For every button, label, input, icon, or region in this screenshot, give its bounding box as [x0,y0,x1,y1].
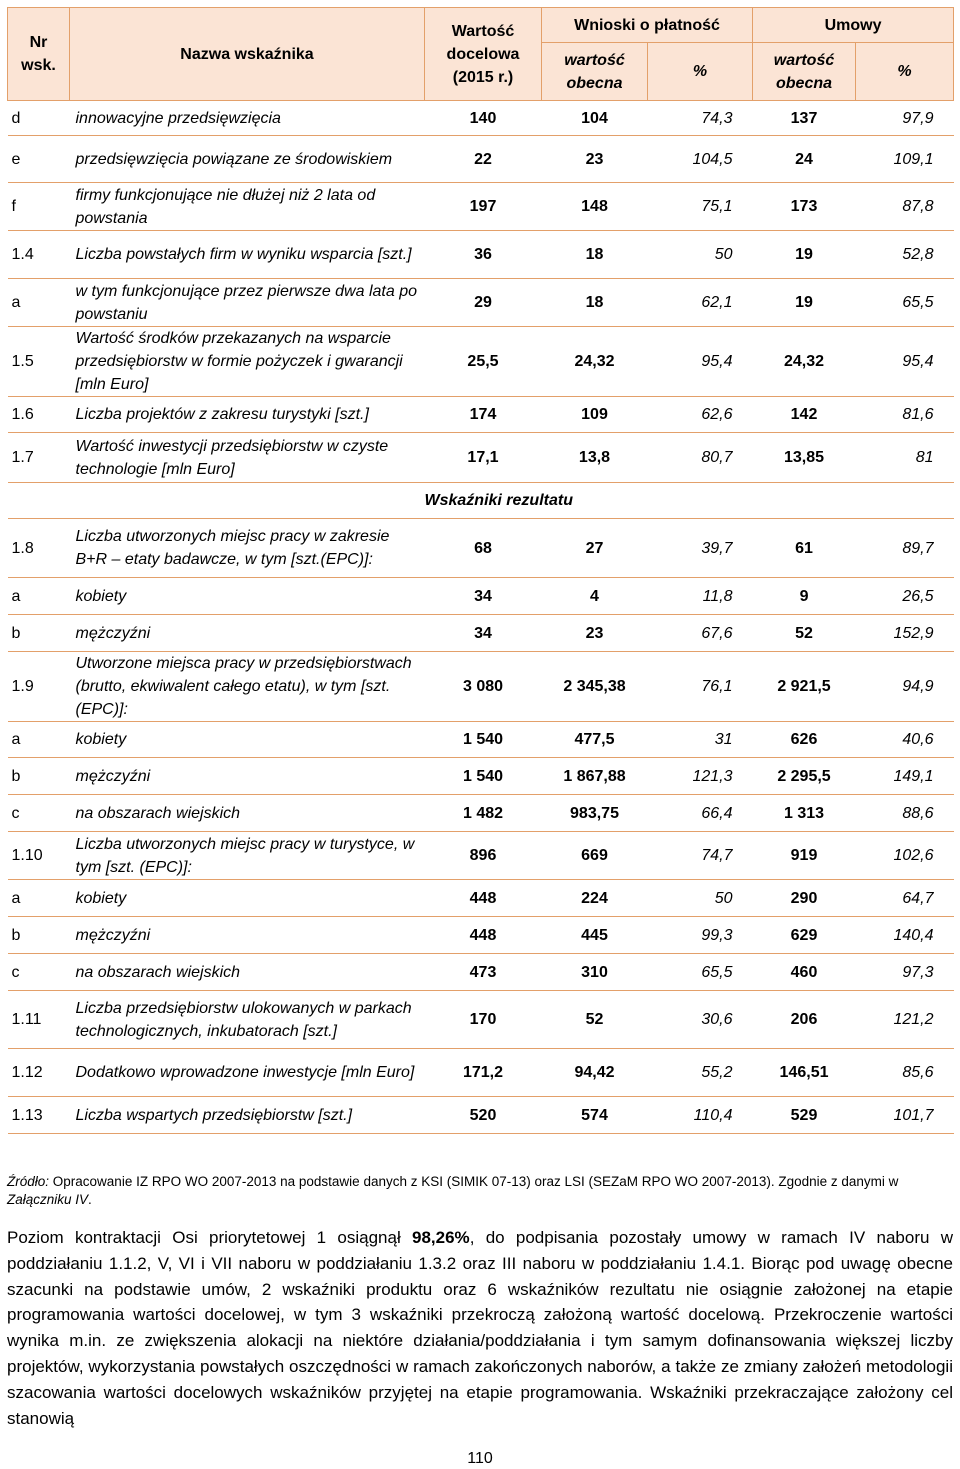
target-value: 1 540 [425,722,542,758]
contract-level: 98,26% [412,1228,470,1247]
umowy-value: 629 [753,917,856,954]
table-row [8,327,954,397]
umowy-value: 146,51 [753,1049,856,1097]
umowy-value: 137 [753,101,856,136]
target-value: 520 [425,1097,542,1134]
source-ref: Załączniku IV [7,1192,89,1207]
umowy-pct: 81,6 [856,397,954,433]
wnioski-pct: 104,5 [648,136,753,183]
target-value: 197 [425,183,542,231]
umowy-value: 19 [753,231,856,279]
target-value: 174 [425,397,542,433]
source-label: Źródło: [7,1174,50,1189]
wnioski-value: 23 [542,615,648,652]
table-row [8,652,954,722]
umowy-value: 2 921,5 [753,652,856,722]
target-value: 140 [425,101,542,136]
indicator-name: na obszarach wiejskich [70,795,425,832]
indicator-number: a [8,578,70,615]
indicator-number: f [8,183,70,231]
umowy-pct: 52,8 [856,231,954,279]
indicator-number: b [8,758,70,795]
indicator-name: mężczyźni [70,917,425,954]
target-value: 473 [425,954,542,991]
indicator-number: 1.5 [8,327,70,397]
table-row [8,397,954,433]
wnioski-value: 13,8 [542,433,648,483]
table-row [8,991,954,1049]
indicator-number: 1.7 [8,433,70,483]
indicator-name: firmy funkcjonujące nie dłużej niż 2 lata od powstania [70,183,425,231]
umowy-value: 2 295,5 [753,758,856,795]
table-row [8,1097,954,1134]
wnioski-value: 4 [542,578,648,615]
indicator-name: Wartość środków przekazanych na wsparcie przedsiębiorstw w formie pożyczek i gwarancji [mln Euro] [70,327,425,397]
target-value: 36 [425,231,542,279]
wnioski-value: 27 [542,519,648,578]
target-value: 68 [425,519,542,578]
indicator-name: kobiety [70,722,425,758]
umowy-value: 626 [753,722,856,758]
wnioski-pct: 39,7 [648,519,753,578]
umowy-value: 52 [753,615,856,652]
indicator-name: Liczba utworzonych miejsc pracy w turystyce, w tym [szt. (EPC)]: [70,832,425,880]
table-row [8,433,954,483]
umowy-pct: 94,9 [856,652,954,722]
indicator-number: b [8,615,70,652]
target-value: 34 [425,615,542,652]
wnioski-pct: 66,4 [648,795,753,832]
wnioski-pct: 74,7 [648,832,753,880]
wnioski-value: 94,42 [542,1049,648,1097]
umowy-value: 290 [753,880,856,917]
target-value: 22 [425,136,542,183]
umowy-pct: 101,7 [856,1097,954,1134]
wnioski-value: 669 [542,832,648,880]
umowy-pct: 88,6 [856,795,954,832]
indicator-number: 1.10 [8,832,70,880]
indicator-number: c [8,954,70,991]
wnioski-value: 224 [542,880,648,917]
umowy-pct: 109,1 [856,136,954,183]
umowy-pct: 97,3 [856,954,954,991]
table-row [8,832,954,880]
umowy-pct: 40,6 [856,722,954,758]
header-target: Wartość docelowa (2015 r.) [425,8,542,101]
umowy-pct: 85,6 [856,1049,954,1097]
wnioski-pct: 67,6 [648,615,753,652]
umowy-pct: 87,8 [856,183,954,231]
indicator-number: b [8,917,70,954]
indicator-name: Liczba powstałych firm w wyniku wsparcia [szt.] [70,231,425,279]
source-text: Opracowanie IZ RPO WO 2007-2013 na podstawie danych z KSI (SIMIK 07-13) oraz LSI (SEZaM RPO WO 2007-2013). Zgodnie z danymi w [49,1174,899,1189]
indicator-name: Liczba przedsiębiorstw ulokowanych w parkach technologicznych, inkubatorach [szt.] [70,991,425,1049]
wnioski-pct: 121,3 [648,758,753,795]
wnioski-pct: 75,1 [648,183,753,231]
table-row [8,758,954,795]
indicator-name: Wartość inwestycji przedsiębiorstw w czyste technologie [mln Euro] [70,433,425,483]
wnioski-value: 18 [542,279,648,327]
indicator-name: Dodatkowo wprowadzone inwestycje [mln Euro] [70,1049,425,1097]
target-value: 1 540 [425,758,542,795]
umowy-pct: 149,1 [856,758,954,795]
table-row [8,917,954,954]
wnioski-pct: 62,6 [648,397,753,433]
indicator-number: e [8,136,70,183]
umowy-value: 24 [753,136,856,183]
wnioski-pct: 65,5 [648,954,753,991]
indicator-number: 1.8 [8,519,70,578]
target-value: 29 [425,279,542,327]
umowy-pct: 97,9 [856,101,954,136]
umowy-value: 9 [753,578,856,615]
wnioski-value: 2 345,38 [542,652,648,722]
indicator-name: Utworzone miejsca pracy w przedsiębiorstwach (brutto, ekwiwalent całego etatu), w tym [szt. (EPC)]: [70,652,425,722]
wnioski-pct: 74,3 [648,101,753,136]
wnioski-pct: 110,4 [648,1097,753,1134]
indicator-name: mężczyźni [70,615,425,652]
wnioski-value: 148 [542,183,648,231]
indicator-number: a [8,279,70,327]
indicator-name: innowacyjne przedsięwzięcia [70,101,425,136]
wnioski-value: 23 [542,136,648,183]
umowy-pct: 95,4 [856,327,954,397]
table-row [8,954,954,991]
table-row [8,279,954,327]
indicator-name: przedsięwzięcia powiązane ze środowiskiem [70,136,425,183]
indicator-number: 1.12 [8,1049,70,1097]
umowy-pct: 65,5 [856,279,954,327]
wnioski-pct: 50 [648,880,753,917]
indicator-name: Liczba projektów z zakresu turystyki [szt.] [70,397,425,433]
wnioski-pct: 30,6 [648,991,753,1049]
wnioski-pct: 99,3 [648,917,753,954]
wnioski-pct: 50 [648,231,753,279]
target-value: 3 080 [425,652,542,722]
wnioski-value: 445 [542,917,648,954]
indicator-number: 1.11 [8,991,70,1049]
header-nr: Nr wsk. [8,8,70,101]
target-value: 25,5 [425,327,542,397]
header-name: Nazwa wskaźnika [70,8,425,101]
target-value: 1 482 [425,795,542,832]
indicator-name: w tym funkcjonujące przez pierwsze dwa lata po powstaniu [70,279,425,327]
table-row [8,722,954,758]
wnioski-pct: 76,1 [648,652,753,722]
wnioski-pct: 55,2 [648,1049,753,1097]
target-value: 17,1 [425,433,542,483]
target-value: 171,2 [425,1049,542,1097]
page-number: 110 [467,1450,493,1467]
header-umowy: Umowy [753,8,954,43]
umowy-value: 173 [753,183,856,231]
wnioski-value: 310 [542,954,648,991]
wnioski-value: 983,75 [542,795,648,832]
indicator-name: kobiety [70,880,425,917]
target-value: 448 [425,880,542,917]
indicator-name: na obszarach wiejskich [70,954,425,991]
wnioski-value: 24,32 [542,327,648,397]
wnioski-pct: 11,8 [648,578,753,615]
table-row [8,519,954,578]
table-row [8,101,954,136]
wnioski-value: 18 [542,231,648,279]
umowy-pct: 121,2 [856,991,954,1049]
indicator-number: 1.9 [8,652,70,722]
umowy-value: 24,32 [753,327,856,397]
indicator-number: c [8,795,70,832]
wnioski-pct: 80,7 [648,433,753,483]
umowy-value: 529 [753,1097,856,1134]
target-value: 170 [425,991,542,1049]
indicator-name: Liczba wspartych przedsiębiorstw [szt.] [70,1097,425,1134]
header-wnioski-pct: % [648,43,753,101]
source-note: Źródło: Opracowanie IZ RPO WO 2007-2013 na podstawie danych z KSI (SIMIK 07-13) oraz LSI (SEZaM RPO WO 2007-2013). Zgodnie z danymi w Załączniku IV. [7,1174,899,1207]
indicator-number: a [8,722,70,758]
wnioski-pct: 62,1 [648,279,753,327]
indicator-number: 1.13 [8,1097,70,1134]
target-value: 448 [425,917,542,954]
table-row [8,880,954,917]
indicator-number: a [8,880,70,917]
table-row [8,1049,954,1097]
umowy-value: 919 [753,832,856,880]
wnioski-value: 477,5 [542,722,648,758]
umowy-value: 61 [753,519,856,578]
wnioski-value: 52 [542,991,648,1049]
umowy-value: 13,85 [753,433,856,483]
umowy-pct: 152,9 [856,615,954,652]
header-umowy-pct: % [856,43,954,101]
indicator-number: d [8,101,70,136]
wnioski-value: 1 867,88 [542,758,648,795]
table-row [8,795,954,832]
group-row [8,483,954,519]
umowy-value: 206 [753,991,856,1049]
umowy-value: 142 [753,397,856,433]
table-row [8,183,954,231]
umowy-value: 19 [753,279,856,327]
indicator-number: 1.4 [8,231,70,279]
indicator-number: 1.6 [8,397,70,433]
header-wnioski: Wnioski o płatność [542,8,753,43]
target-value: 34 [425,578,542,615]
header-umowy-value: wartość obecna [753,43,856,101]
indicator-name: Liczba utworzonych miejsc pracy w zakresie B+R – etaty badawcze, w tym [szt.(EPC)]: [70,519,425,578]
wnioski-pct: 95,4 [648,327,753,397]
table-row [8,578,954,615]
wnioski-value: 104 [542,101,648,136]
header-wnioski-value: wartość obecna [542,43,648,101]
body-paragraph: Poziom kontraktacji Osi priorytetowej 1 osiągnął 98,26%, do podpisania pozostały umowy w ramach IV naboru w poddziałaniu 1.1.2, V, VI i VII naboru w poddziałaniu 1.3.2 oraz III naboru w poddziałaniu 1.4.1. Biorąc pod uwagę obecne szacunki na podstawie umów, 2 wskaźniki produktu oraz 6 wskaźników rezultatu nie osiągnie założonej na etapie programowania wartości docelowej, w tym 3 wskaźniki przekroczą założoną wartość docelową. Przekroczenie wartości wynika m.in. ze zwiększenia alokacji na niektóre działania/poddziałania i tym samym dofinansowania większej liczby projektów, wykorzystania powstałych oszczędności w ramach zakończonych naborów, a także ze zmiany założeń metodologii szacowania wartości docelowych wskaźników przyjętej na etapie programowania. Wskaźniki przekraczające założony cel stanowią [7,1228,953,1428]
umowy-pct: 64,7 [856,880,954,917]
umowy-value: 460 [753,954,856,991]
umowy-pct: 102,6 [856,832,954,880]
indicator-name: kobiety [70,578,425,615]
table-row [8,231,954,279]
umowy-pct: 81 [856,433,954,483]
indicator-name: mężczyźni [70,758,425,795]
wnioski-pct: 31 [648,722,753,758]
indicators-table [7,7,954,1134]
wnioski-value: 109 [542,397,648,433]
table-row [8,136,954,183]
umowy-pct: 89,7 [856,519,954,578]
target-value: 896 [425,832,542,880]
table-row [8,615,954,652]
umowy-pct: 140,4 [856,917,954,954]
umowy-value: 1 313 [753,795,856,832]
wnioski-value: 574 [542,1097,648,1134]
group-label: Wskaźniki rezultatu [425,483,954,519]
umowy-pct: 26,5 [856,578,954,615]
